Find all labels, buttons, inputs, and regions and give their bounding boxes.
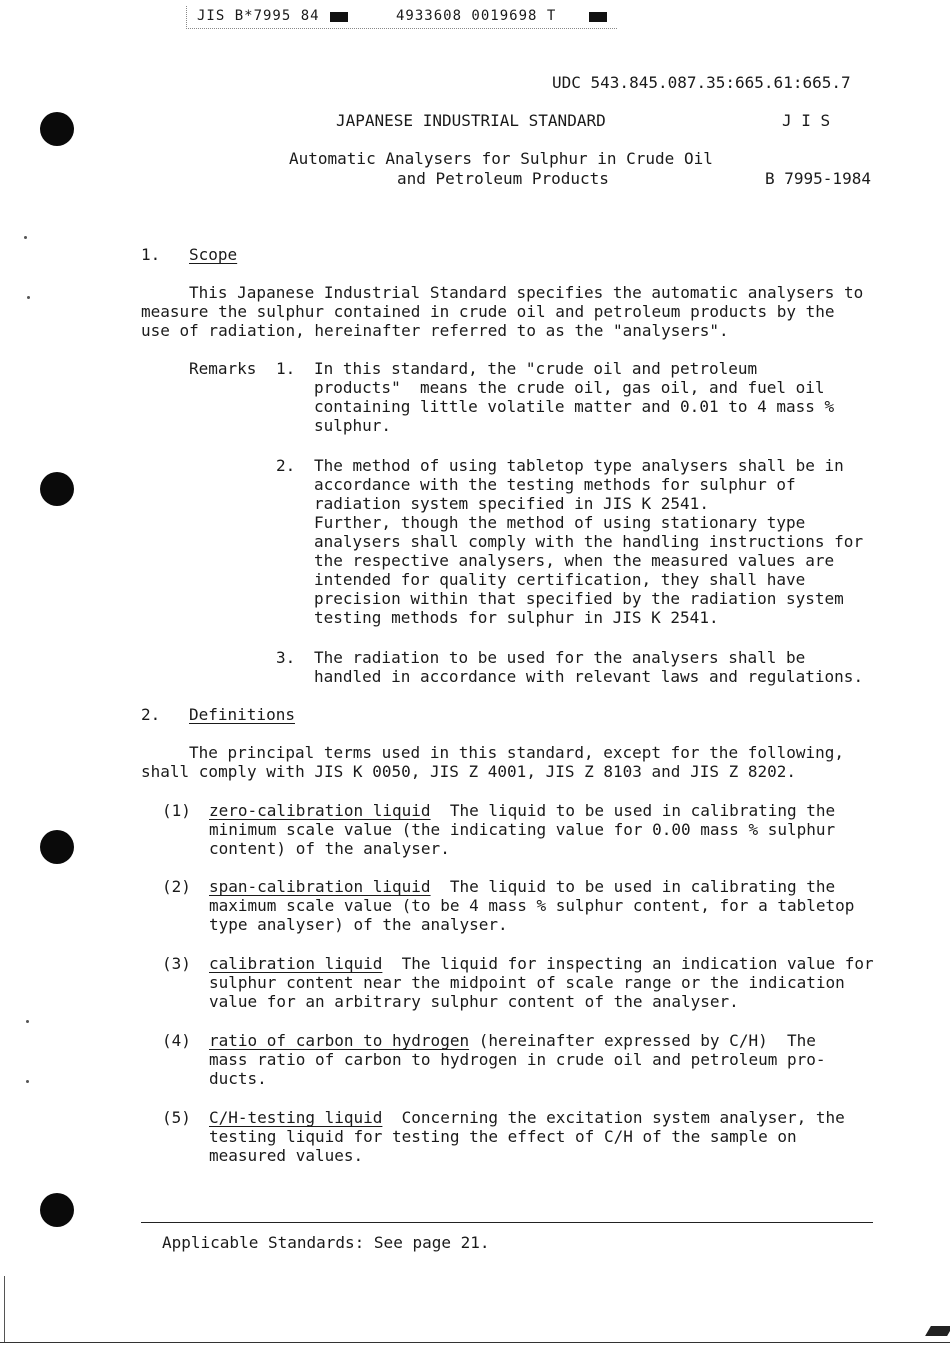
stamp-block-1	[330, 12, 348, 22]
definition-number: (5)	[162, 1108, 191, 1127]
definition-term: C/H-testing liquid	[209, 1108, 383, 1127]
definition-number: (4)	[162, 1031, 191, 1050]
scope-paragraph: This Japanese Industrial Standard specifies the automatic analysers to measure the sulphur contained in crude oil and petroleum products by the use of radiation, hereinafter referred to as the "analysers".	[141, 283, 864, 340]
definition-number: (3)	[162, 954, 191, 973]
definition-text: The liquid to be used in calibrating the maximum scale value (to be 4 mass % sulphur content, for a tabletop type analyser) of the analyser.	[209, 877, 855, 934]
definition-item	[209, 801, 835, 858]
remark-number: 3.	[276, 648, 296, 667]
remarks-label: Remarks	[189, 359, 257, 378]
definition-term: calibration liquid	[209, 954, 383, 973]
section-2-number: 2.	[141, 705, 161, 724]
definition-item	[209, 1031, 826, 1088]
punch-hole	[40, 472, 74, 506]
standard-number: B 7995-1984	[765, 169, 871, 188]
definitions-paragraph: The principal terms used in this standard, except for the following, shall comply with JIS K 0050, JIS Z 4001, JIS Z 8103 and JIS Z 8202.	[141, 743, 845, 781]
stamp-code-left: JIS B*7995 84	[197, 8, 320, 24]
definition-term: ratio of carbon to hydrogen	[209, 1031, 470, 1050]
definition-item	[209, 877, 854, 934]
speck	[24, 236, 27, 239]
footer-rule	[141, 1222, 873, 1223]
definition-text: (hereinafter expressed by C/H) The mass ratio of carbon to hydrogen in crude oil and petroleum pro- ducts.	[209, 1031, 826, 1088]
definition-number: (2)	[162, 877, 191, 896]
speck	[26, 1020, 29, 1023]
definition-text: The liquid for inspecting an indication value for sulphur content near the midpoint of scale range or the indication value for an arbitrary sulphur content of the analyser.	[209, 954, 874, 1011]
title-line-2: and Petroleum Products	[397, 169, 609, 188]
jis-mark: J I S	[782, 111, 831, 130]
definition-text: The liquid to be used in calibrating the minimum scale value (the indicating value for 0.00 mass % sulphur content) of the analyser.	[209, 801, 836, 858]
punch-hole	[40, 112, 74, 146]
remark-text: The method of using tabletop type analysers shall be in accordance with the testing methods for sulphur of radiation system specified in JIS K 2541. Further, though the method of using stationary type analysers shall comply with the handling instructions for the respective analysers, when the measured values are intended for quality certification, they shall have precision within that specified by the radiation system testing methods for sulphur in JIS K 2541.	[314, 456, 864, 627]
title-line-1: Automatic Analysers for Sulphur in Crude Oil	[289, 149, 713, 168]
punch-hole	[40, 1193, 74, 1227]
definition-text: Concerning the excitation system analyser, the testing liquid for testing the effect of C/H of the sample on measured values.	[209, 1108, 845, 1165]
definition-term: span-calibration liquid	[209, 877, 431, 896]
section-2-heading: Definitions	[189, 705, 295, 724]
stamp-block-2	[589, 12, 607, 22]
catalog-stamp	[186, 6, 617, 29]
corner-smudge	[925, 1326, 950, 1336]
section-1-heading: Scope	[189, 245, 238, 264]
speck	[27, 296, 30, 299]
stamp-code-right: 4933608 0019698 T	[396, 8, 557, 24]
definition-item	[209, 954, 874, 1011]
page-edge-line	[0, 1342, 950, 1343]
remark-number: 2.	[276, 456, 296, 475]
definition-item	[209, 1108, 845, 1165]
remark-text: The radiation to be used for the analysers shall be handled in accordance with relevant laws and regulations.	[314, 648, 864, 686]
applicable-standards-note: Applicable Standards: See page 21.	[162, 1233, 490, 1252]
remark-number: 1.	[276, 359, 296, 378]
definition-number: (1)	[162, 801, 191, 820]
section-1-number: 1.	[141, 245, 161, 264]
page-edge-left	[4, 1276, 5, 1342]
definition-term: zero-calibration liquid	[209, 801, 431, 820]
udc-code: UDC 543.845.087.35:665.61:665.7	[552, 73, 851, 92]
standard-org: JAPANESE INDUSTRIAL STANDARD	[336, 111, 606, 130]
remark-text: In this standard, the "crude oil and petroleum products" means the crude oil, gas oil, and fuel oil containing little volatile matter and 0.01 to 4 mass % sulphur.	[314, 359, 835, 435]
punch-hole	[40, 830, 74, 864]
speck	[26, 1080, 29, 1083]
